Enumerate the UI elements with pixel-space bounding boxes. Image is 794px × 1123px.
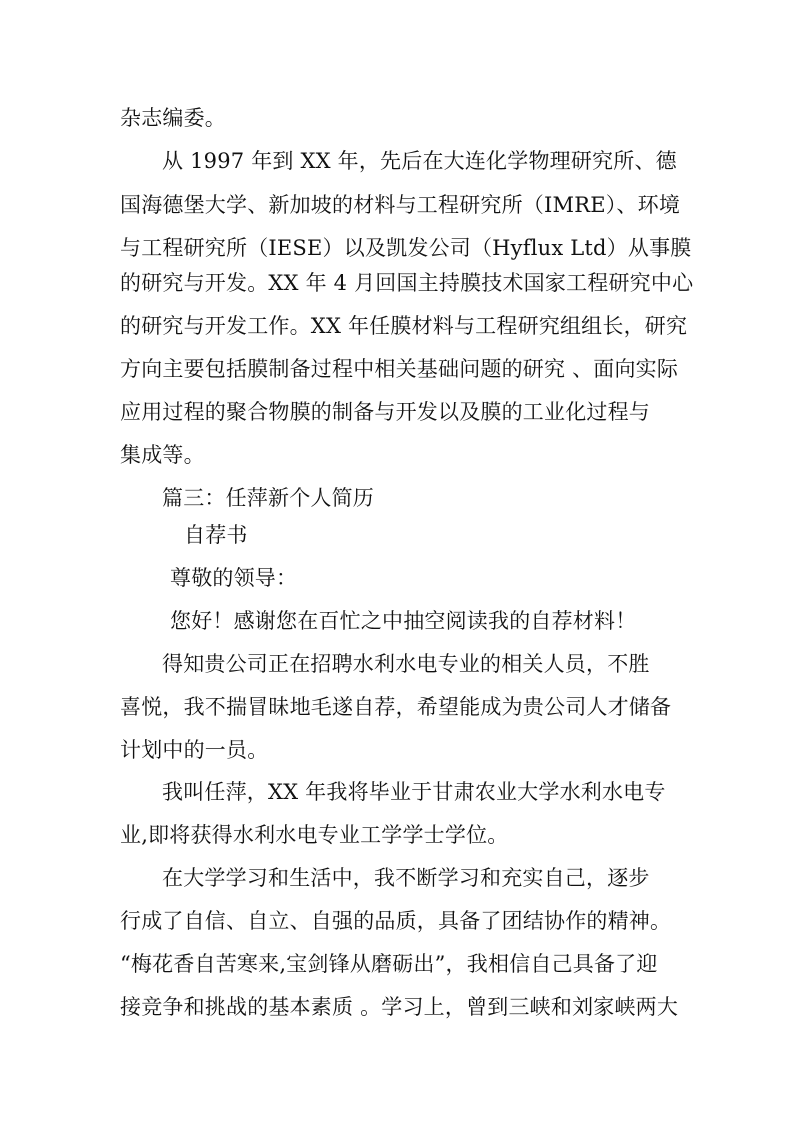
text-line: 集成等。 [120, 443, 205, 467]
text-line: 应用过程的聚合物膜的制备与开发以及膜的工业化过程与 [120, 400, 650, 424]
text-line: 行成了自信、自立、自强的品质，具备了团结协作的精神。 [120, 909, 672, 933]
text-line: 喜悦，我不揣冒昧地毛遂自荐，希望能成为贵公司人才储备 [120, 695, 672, 719]
text-line: 的研究与开发工作。XX 年任膜材料与工程研究组组长，研究 [120, 314, 688, 338]
paragraph-start-line: 在大学学习和生活中，我不断学习和充实自己，逐步 [162, 866, 650, 890]
text-line: 与工程研究所（IESE）以及凯发公司（Hyflux Ltd）从事膜 [120, 236, 692, 260]
text-line: 方向主要包括膜制备过程中相关基础问题的研究 、面向实际 [120, 357, 679, 381]
letter-title: 自荐书 [184, 523, 248, 547]
salutation: 尊敬的领导： [170, 566, 298, 590]
text-line: 业,即将获得水利水电专业工学学士学位。 [120, 823, 509, 847]
paragraph-start-line: 得知贵公司正在招聘水利水电专业的相关人员，不胜 [162, 652, 650, 676]
section-heading: 篇三：任萍新个人简历 [162, 486, 374, 510]
text-line: 计划中的一员。 [120, 738, 269, 762]
text-line: 的研究与开发。XX 年 4 月回国主持膜技术国家工程研究中心 [120, 271, 694, 295]
paragraph-start-line: 从 1997 年到 XX 年，先后在大连化学物理研究所、德 [162, 149, 677, 173]
paragraph-start-line: 我叫任萍，XX 年我将毕业于甘肃农业大学水利水电专 [162, 780, 666, 804]
text-line: 国海德堡大学、新加坡的材料与工程研究所（IMRE）、环境 [120, 193, 681, 217]
text-line: 接竞争和挑战的基本素质 。学习上，曾到三峡和刘家峡两大 [120, 995, 679, 1019]
greeting-line: 您好！感谢您在百忙之中抽空阅读我的自荐材料！ [170, 609, 637, 633]
text-line: 杂志编委。 [120, 106, 226, 130]
text-line: “梅花香自苦寒来,宝剑锋从磨砺出”，我相信自己具备了迎 [120, 952, 658, 976]
